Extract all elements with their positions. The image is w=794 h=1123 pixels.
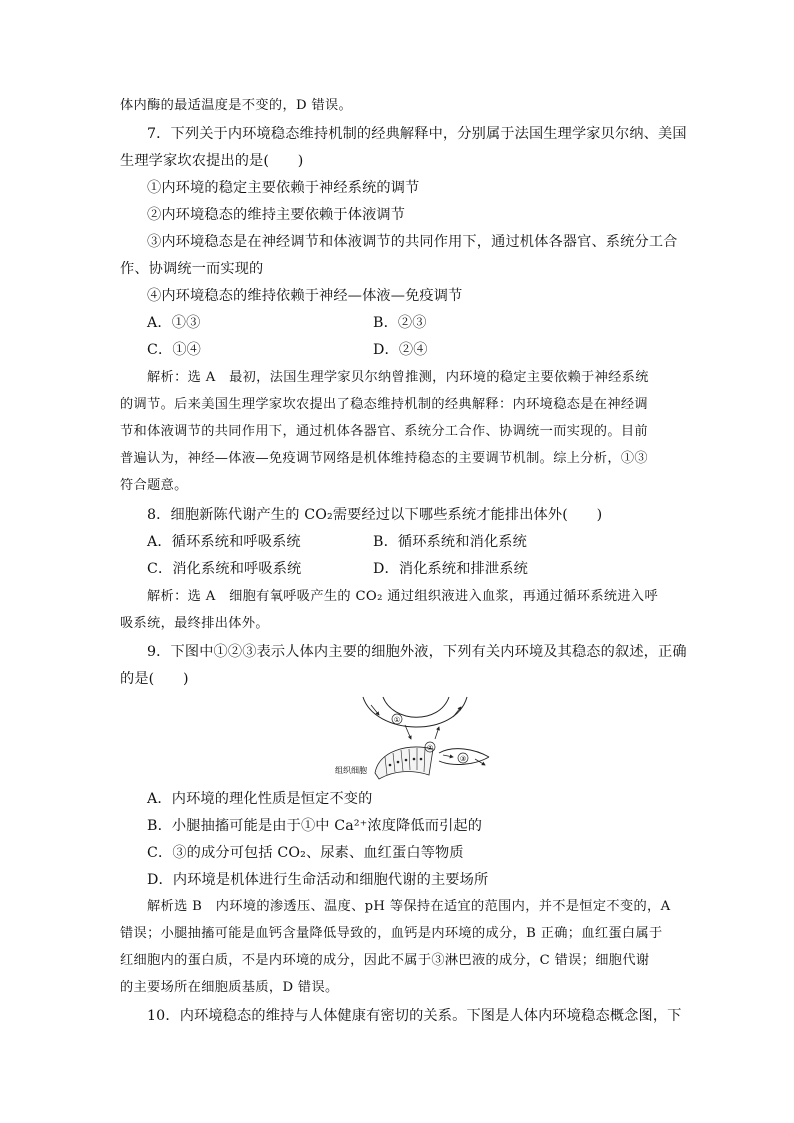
analysis-7-cont: 符合题意。 xyxy=(120,478,188,493)
option-a: A．内环境的理化性质是恒定不变的 xyxy=(147,791,373,807)
option-c: C．③的成分可包括 CO₂、尿素、血红蛋白等物质 xyxy=(147,845,464,861)
question-7-stem-cont: 生理学家坎农提出的是( ) xyxy=(120,153,304,169)
statement-4: ④内环境稳态的维持依赖于神经—体液—免疫调节 xyxy=(147,288,463,304)
statement-3-cont: 作、协调统一而实现的 xyxy=(120,261,264,277)
analysis-9: 解析选 B 内环境的渗透压、温度、pH 等保持在适宜的范围内，并不是恒定不变的，A xyxy=(147,899,671,914)
option-a: A．①③ xyxy=(147,315,201,331)
analysis-8: 解析：选 A 细胞有氧呼吸产生的 CO₂ 通过组织液进入血浆，再通过循环系统进入呼 xyxy=(147,589,659,604)
question-7-stem: 7．下列关于内环境稳态维持机制的经典解释中，分别属于法国生理学家贝尔纳、美国 xyxy=(147,126,687,142)
option-d: D．内环境是机体进行生命活动和细胞代谢的主要场所 xyxy=(147,872,489,888)
analysis-9-cont: 的主要场所在细胞质基质，D 错误。 xyxy=(120,980,339,995)
marker-3: ③ xyxy=(459,755,467,763)
extracellular-fluid-diagram xyxy=(335,695,495,780)
marker-1: ① xyxy=(393,716,401,724)
marker-2: ② xyxy=(426,744,434,752)
option-d: D．消化系统和排泄系统 xyxy=(373,561,528,577)
text-line: 体内酶的最适温度是不变的，D 错误。 xyxy=(120,98,353,113)
analysis-8-cont: 吸系统，最终排出体外。 xyxy=(120,616,269,631)
tissue-cells xyxy=(375,747,433,779)
tissue-cell-label: 组织细胞 xyxy=(335,766,367,775)
statement-3: ③内环境稳态是在神经调节和体液调节的共同作用下，通过机体各器官、系统分工合 xyxy=(147,234,678,250)
option-a: A．循环系统和呼吸系统 xyxy=(147,534,301,550)
analysis-7-cont: 节和体液调节的共同作用下，通过机体各器官、系统分工合作、协调统一而实现的。目前 xyxy=(120,424,648,439)
analysis-7-cont: 的调节。后来美国生理学家坎农提出了稳态维持机制的经典解释：内环境稳态是在神经调 xyxy=(120,397,648,412)
analysis-9-cont: 红细胞内的蛋白质，不是内环境的成分，因此不属于③淋巴液的成分，C 错误；细胞代谢 xyxy=(120,953,650,968)
question-8-stem: 8．细胞新陈代谢产生的 CO₂需要经过以下哪些系统才能排出体外( ) xyxy=(147,507,603,523)
option-c: C．消化系统和呼吸系统 xyxy=(147,561,302,577)
option-b: B．循环系统和消化系统 xyxy=(373,534,527,550)
statement-2: ②内环境稳态的维持主要依赖于体液调节 xyxy=(147,207,406,223)
option-b: B．小腿抽搐可能是由于①中 Ca²⁺浓度降低而引起的 xyxy=(147,818,483,834)
statement-1: ①内环境的稳定主要依赖于神经系统的调节 xyxy=(147,180,420,196)
question-9-stem: 9．下图中①②③表示人体内主要的细胞外液，下列有关内环境及其稳态的叙述，正确 xyxy=(147,644,687,660)
analysis-7-cont: 普遍认为，神经—体液—免疫调节网络是机体维持稳态的主要调节机制。综上分析，①③ xyxy=(120,451,648,466)
option-d: D．②④ xyxy=(373,342,428,358)
option-b: B．②③ xyxy=(373,315,427,331)
question-9-stem-cont: 的是( ) xyxy=(120,671,189,687)
question-10-stem: 10．内环境稳态的维持与人体健康有密切的关系。下图是人体内环境稳态概念图，下 xyxy=(147,1008,682,1024)
analysis-9-cont: 错误；小腿抽搐可能是血钙含量降低导致的，血钙是内环境的成分，B 正确；血红蛋白属于 xyxy=(120,926,663,941)
analysis-7: 解析：选 A 最初，法国生理学家贝尔纳曾推测，内环境的稳定主要依赖于神经系统 xyxy=(147,370,649,385)
option-c: C．①④ xyxy=(147,342,202,358)
